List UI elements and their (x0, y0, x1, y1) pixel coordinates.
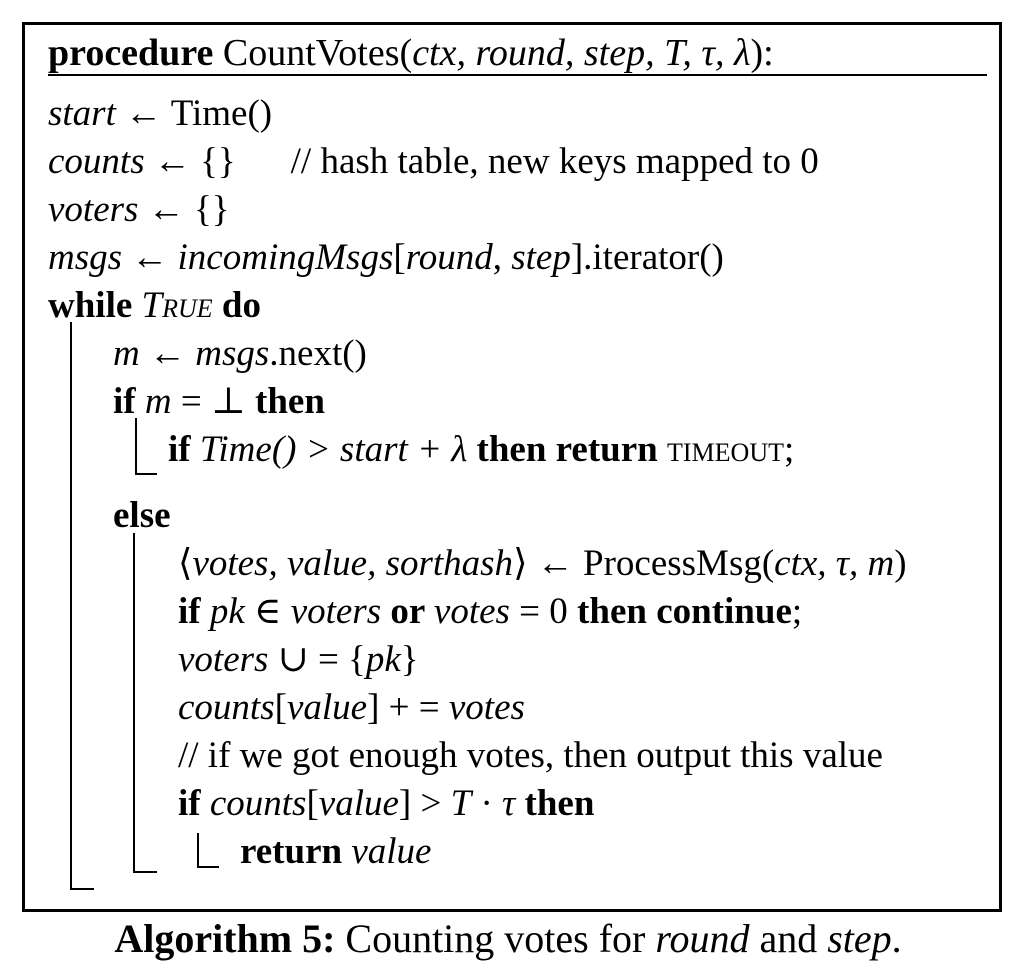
code-segment-roman: ] + = (367, 687, 449, 728)
code-line-11 (25, 588, 999, 636)
code-line-4 (25, 234, 999, 282)
code-segment-bold: procedure (48, 32, 223, 74)
code-segment-italic: pk (209, 591, 245, 632)
code-segment-bold: if (178, 783, 210, 824)
code-line-7 (25, 378, 999, 426)
code-segment-italic: m (144, 381, 172, 422)
code-segment-roman: ⟨ (178, 543, 193, 584)
else-block-rule (133, 533, 157, 873)
code-segment-italic: counts (48, 141, 145, 182)
algorithm-caption (0, 916, 1016, 962)
code-segment-bold: then return (467, 429, 668, 470)
code-segment-roman: ∈ (244, 591, 291, 632)
code-segment-italic: round (405, 237, 493, 278)
code-segment-roman: } (400, 639, 419, 680)
code-segment-roman: ; (784, 429, 795, 470)
code-segment-roman: · (471, 783, 503, 824)
return-block-bracket (197, 833, 219, 868)
code-segment-roman: ← {} (144, 141, 236, 182)
code-segment-italic: votes (433, 591, 510, 632)
code-line-16 (25, 828, 999, 876)
code-segment-bold: if (168, 429, 200, 470)
code-segment-roman: ) (894, 543, 907, 584)
code-segment-italic: start (48, 93, 116, 134)
code-line-9 (25, 492, 999, 540)
code-segment-bold: if (178, 591, 210, 632)
code-segment-bold: then continue (577, 591, 792, 632)
code-segment-smallcaps-roman: timeout (667, 429, 784, 470)
code-segment-roman: ∪ = { (268, 639, 366, 680)
code-segment-comment: // if we got enough votes, then output this value (178, 735, 883, 776)
code-segment-bold: if (113, 381, 145, 422)
code-segment-roman: ⟩ ← ProcessMsg( (513, 543, 775, 584)
code-line-6 (25, 330, 999, 378)
code-segment-italic: voters (178, 639, 269, 680)
code-segment-bold: Algorithm 5: (114, 916, 346, 961)
code-line-5 (25, 282, 999, 330)
code-segment-italic: m (113, 333, 140, 374)
code-segment-italic: ctx, round, step, T, τ, λ (412, 32, 751, 74)
code-line-12 (25, 636, 999, 684)
code-segment-italic: voters (48, 189, 139, 230)
code-segment-roman: ← (139, 333, 196, 374)
procedure-header (48, 33, 987, 76)
code-segment-roman: ].iterator() (570, 237, 724, 278)
code-segment-comment: // hash table, new keys mapped to 0 (290, 141, 819, 182)
code-line-2 (25, 138, 999, 186)
code-segment-italic: step (827, 916, 892, 961)
code-segment-roman: ): (750, 32, 774, 74)
algorithm-box (22, 22, 1002, 912)
code-segment-bold: else (113, 495, 171, 536)
code-segment-italic: value (286, 687, 368, 728)
code-segment-roman: = 0 (509, 591, 578, 632)
code-segment-roman: ] > (398, 783, 451, 824)
code-segment-italic: counts (178, 687, 275, 728)
code-line-3 (25, 186, 999, 234)
while-block-rule (70, 322, 94, 890)
code-segment-roman: , (492, 237, 512, 278)
code-segment-italic: value (318, 783, 399, 824)
code-line-13 (25, 684, 999, 732)
code-segment-bold: then (255, 381, 325, 422)
code-segment-smallcaps: True (141, 285, 213, 326)
code-segment-italic: step (511, 237, 571, 278)
code-segment-italic: pk (365, 639, 401, 680)
code-segment-roman: . (891, 916, 902, 961)
code-segment-roman: and (749, 916, 828, 961)
code-segment-bold: while (48, 285, 142, 326)
code-line-1 (25, 90, 999, 138)
code-segment-italic: votes (448, 687, 525, 728)
code-segment-italic: msgs (195, 333, 270, 374)
code-segment-bold: then (515, 783, 595, 824)
code-segment-roman: [ (306, 783, 319, 824)
code-segment-roman: ← Time() (115, 93, 273, 134)
code-segment-italic: votes, value, sorthash (192, 543, 514, 584)
code-segment-roman: ← {} (138, 189, 230, 230)
code-segment-italic: msgs (48, 237, 123, 278)
code-segment-roman: [ (274, 687, 287, 728)
code-segment-roman: Counting votes for (345, 916, 656, 961)
code-segment-roman: ; (791, 591, 803, 632)
code-segment-roman: = ⊥ (171, 381, 256, 422)
code-segment-italic: ctx, τ, m (774, 543, 895, 584)
code-line-15 (25, 780, 999, 828)
code-line-10 (25, 540, 999, 588)
code-segment-italic: round (655, 916, 750, 961)
if-block-bracket (135, 418, 157, 475)
code-segment-italic: value (351, 831, 432, 872)
code-segment-bold: do (212, 285, 261, 326)
code-segment-italic: τ (502, 783, 516, 824)
code-segment-roman: ← (122, 237, 178, 278)
code-segment-italic: Time() > start + λ (199, 429, 468, 470)
code-segment-italic: voters (290, 591, 382, 632)
code-line-14 (25, 732, 999, 780)
algorithm-body (25, 76, 999, 876)
code-segment-roman: [ (393, 237, 406, 278)
code-segment-italic: counts (209, 783, 307, 824)
code-segment-roman: CountVotes( (222, 32, 413, 74)
code-segment-bold: or (381, 591, 434, 632)
code-segment-bold: return (240, 831, 352, 872)
code-segment-roman: .next() (269, 333, 367, 374)
code-segment-italic: T (450, 783, 472, 824)
code-line-8 (25, 426, 999, 474)
code-segment-italic: incomingMsgs (177, 237, 394, 278)
